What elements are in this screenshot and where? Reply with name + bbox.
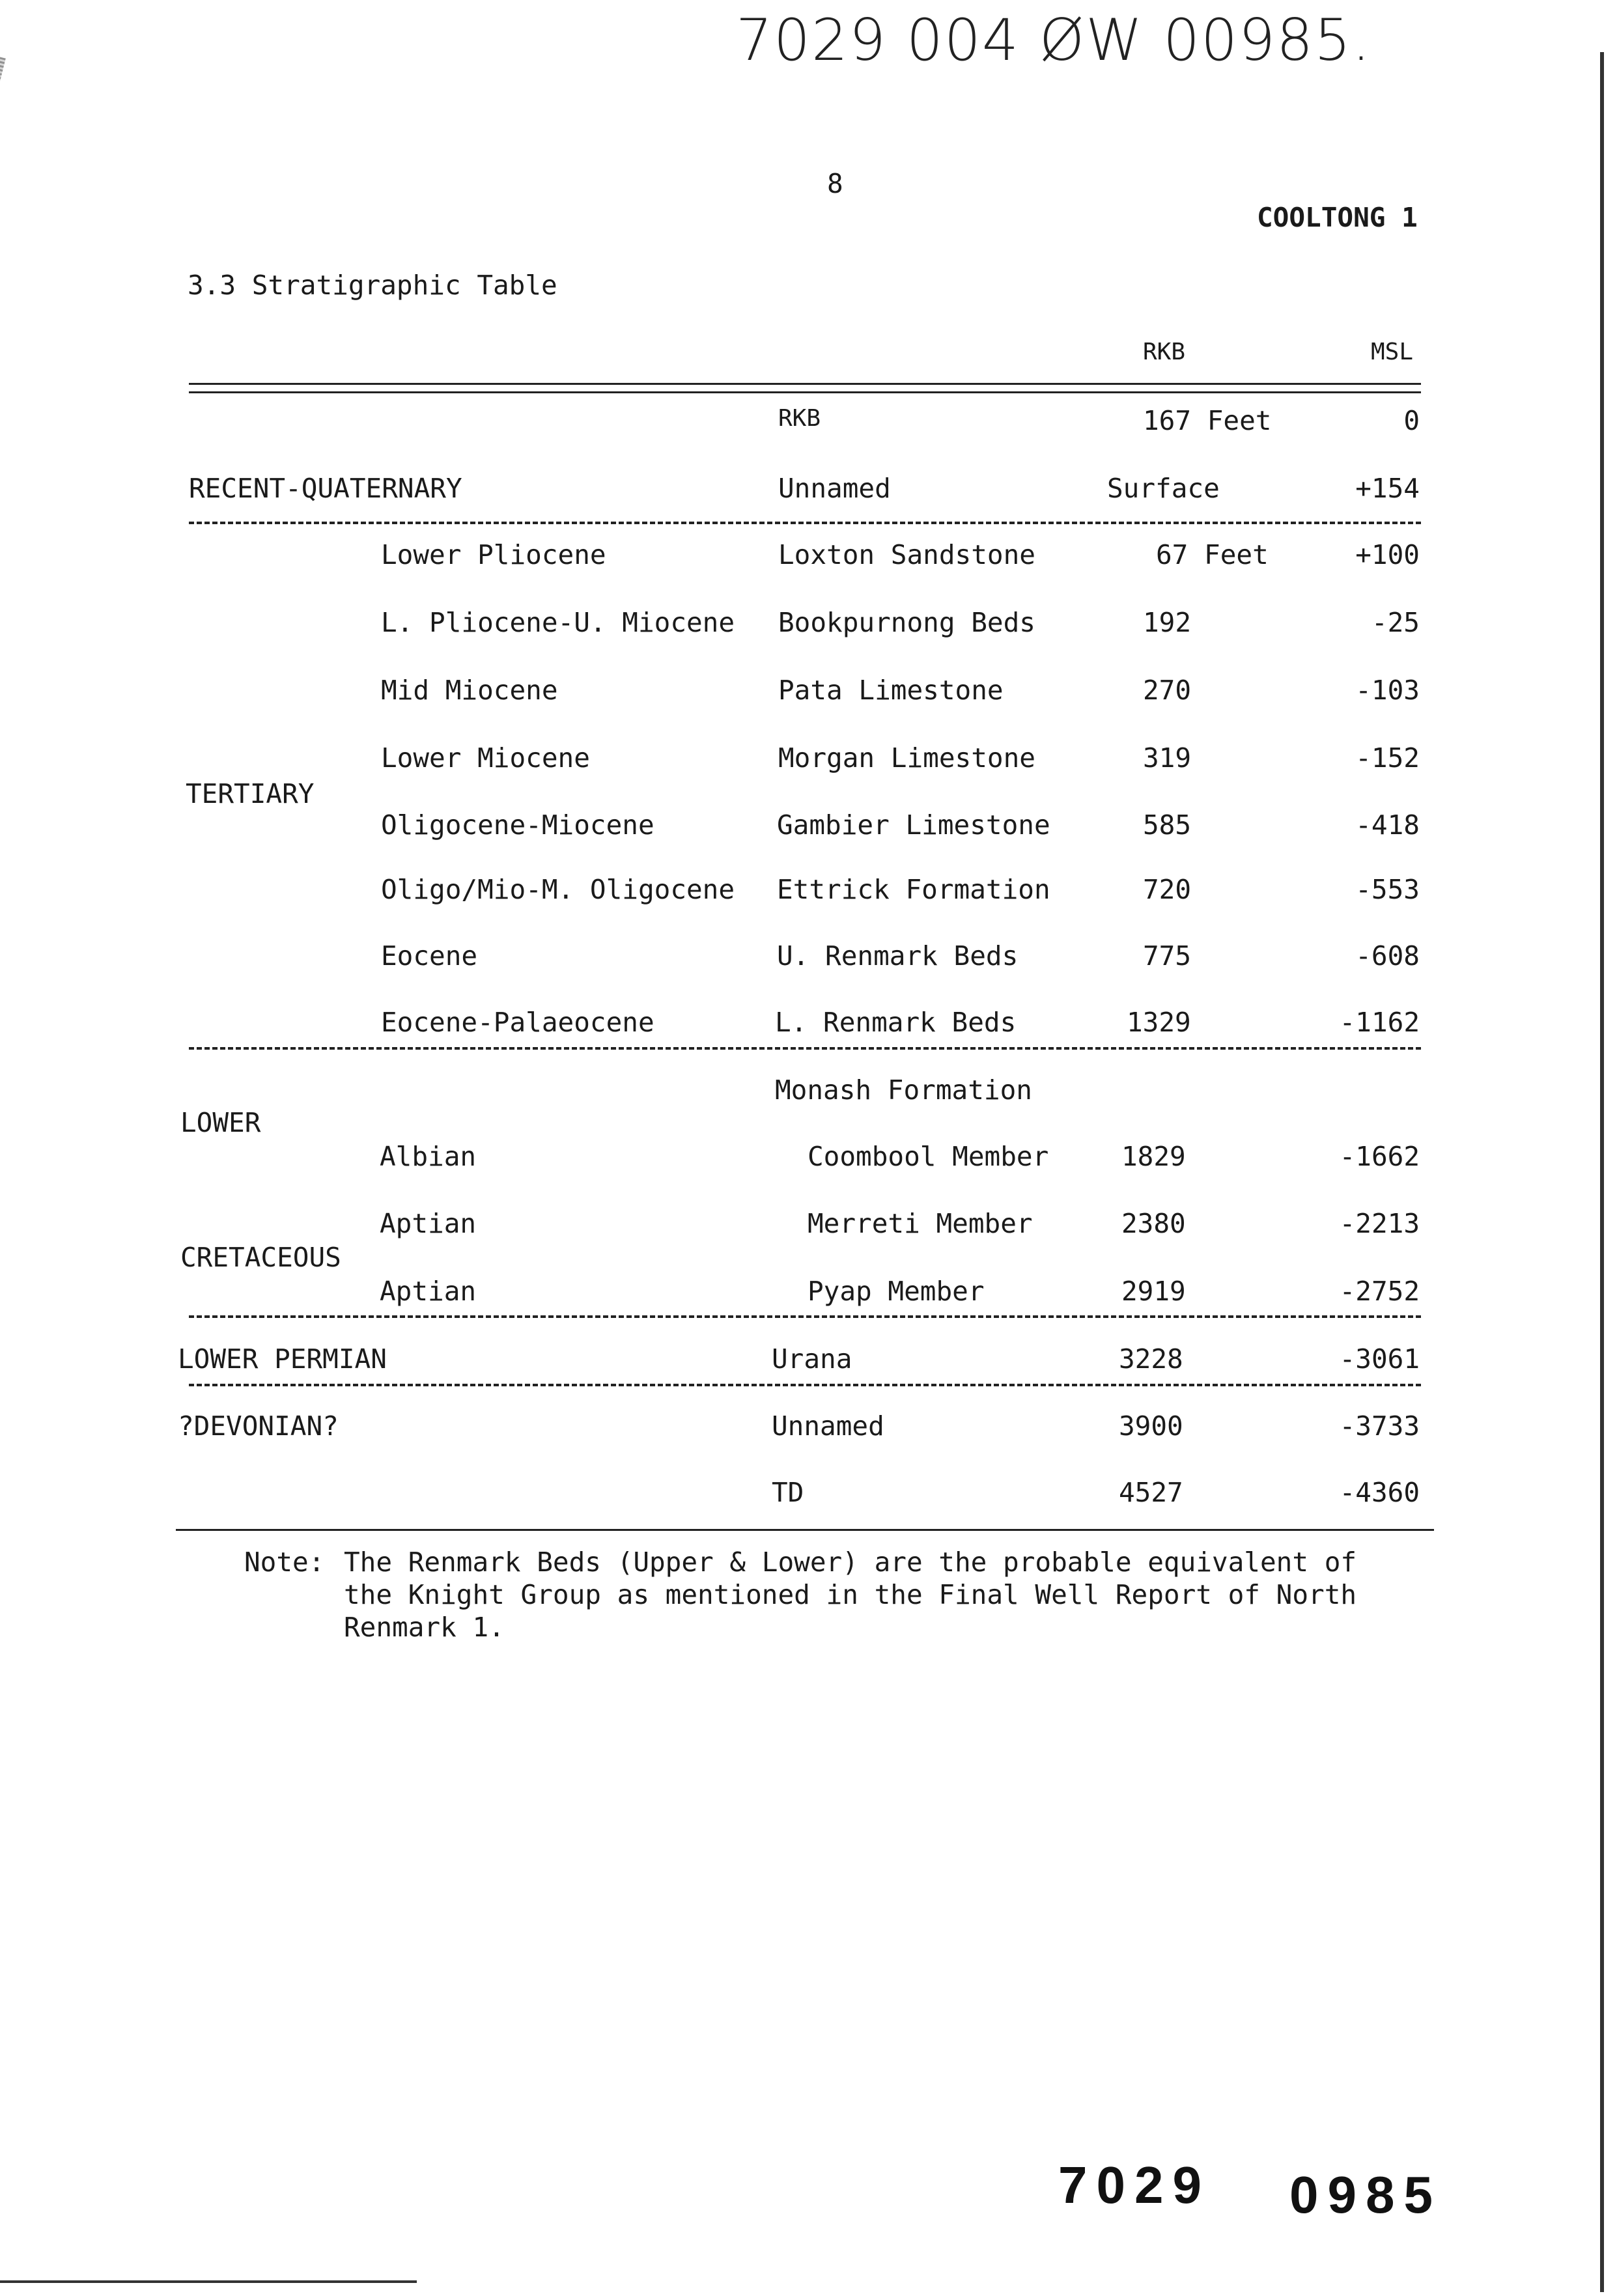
note-line: the Knight Group as mentioned in the Final Well Report of North <box>344 1579 1357 1610</box>
era-lower: LOWER <box>180 1107 261 1138</box>
scan-edge-artifact <box>0 52 6 450</box>
table-cell-msl: -152 <box>1355 742 1420 774</box>
table-cell-formation: Ettrick Formation <box>777 874 1050 905</box>
table-cell-msl: +154 <box>1355 473 1420 504</box>
table-cell-rkb: 4527 <box>1119 1477 1183 1508</box>
table-cell-epoch: Eocene-Palaeocene <box>381 1007 654 1038</box>
table-cell-epoch: Albian <box>380 1141 477 1172</box>
table-cell-rkb: 3228 <box>1119 1343 1183 1375</box>
page-number: 8 <box>827 168 843 199</box>
table-cell-msl: -608 <box>1355 940 1420 972</box>
note-line: The Renmark Beds (Upper & Lower) are the probable equivalent of <box>344 1547 1357 1578</box>
table-cell-formation: Urana <box>772 1343 852 1375</box>
table-cell-formation: L. Renmark Beds <box>775 1007 1017 1038</box>
era-cretaceous: CRETACEOUS <box>180 1242 341 1273</box>
table-cell-epoch: Aptian <box>380 1276 477 1307</box>
table-cell-rkb: 1329 <box>1127 1007 1191 1038</box>
table-cell-rkb: 2919 <box>1121 1276 1186 1307</box>
well-name: COOLTONG 1 <box>1257 202 1418 233</box>
table-cell-formation: Pyap Member <box>808 1276 985 1307</box>
table-cell-epoch: L. Pliocene-U. Miocene <box>381 607 735 638</box>
note-line: Renmark 1. <box>344 1612 505 1643</box>
note-label: Note: <box>244 1547 325 1578</box>
table-cell-formation: TD <box>772 1477 804 1508</box>
table-cell-epoch: Oligo/Mio-M. Oligocene <box>381 874 735 905</box>
rule-after-quaternary <box>189 522 1421 524</box>
table-cell-rkb: 585 <box>1143 809 1192 841</box>
table-cell-epoch: Eocene <box>381 940 478 972</box>
table-cell-rkb: 720 <box>1143 874 1192 905</box>
table-cell-msl: +100 <box>1355 539 1420 570</box>
rule-after-tertiary <box>189 1047 1421 1050</box>
column-header-msl: MSL <box>1371 339 1414 365</box>
table-cell-msl: -1662 <box>1339 1141 1420 1172</box>
table-cell-msl: 0 <box>1403 405 1420 436</box>
table-cell-msl: -418 <box>1355 809 1420 841</box>
table-cell-epoch: Oligocene-Miocene <box>381 809 654 841</box>
table-cell-formation: Loxton Sandstone <box>778 539 1035 570</box>
rule-after-permian <box>189 1384 1421 1386</box>
table-cell-epoch: Aptian <box>380 1208 477 1239</box>
table-cell-msl: -103 <box>1355 675 1420 706</box>
table-cell-rkb: 67 Feet <box>1156 539 1269 570</box>
table-cell-msl: -1162 <box>1339 1007 1420 1038</box>
table-bottom-rule <box>176 1529 1434 1531</box>
table-cell-msl: -2213 <box>1339 1208 1420 1239</box>
bottom-edge-line <box>0 2280 417 2283</box>
table-cell-epoch: Lower Pliocene <box>381 539 606 570</box>
document-stamp-right: 0985 <box>1289 2166 1442 2224</box>
handwritten-reference: 7029 004 ØW 00985. <box>736 7 1372 74</box>
section-title: 3.3 Stratigraphic Table <box>188 270 557 301</box>
table-cell-msl: -3733 <box>1339 1410 1420 1442</box>
era-tertiary: TERTIARY <box>186 778 315 809</box>
table-cell-msl: -553 <box>1355 874 1420 905</box>
table-cell-rkb: 3900 <box>1119 1410 1183 1442</box>
document-stamp-left: 7029 <box>1058 2156 1211 2214</box>
table-cell-msl: -2752 <box>1339 1276 1420 1307</box>
table-cell-formation: Unnamed <box>778 473 891 504</box>
table-cell-formation: Gambier Limestone <box>777 809 1050 841</box>
table-cell-msl: -4360 <box>1339 1477 1420 1508</box>
era-recent-quaternary: RECENT-QUATERNARY <box>189 473 462 504</box>
table-cell-formation: Monash Formation <box>775 1074 1032 1106</box>
header-double-rule <box>189 383 1421 393</box>
table-cell-formation: Morgan Limestone <box>778 742 1035 774</box>
table-cell-rkb: 319 <box>1143 742 1192 774</box>
rule-after-cretaceous <box>189 1315 1421 1318</box>
table-cell-rkb: Surface <box>1107 473 1220 504</box>
table-cell-epoch: Lower Miocene <box>381 742 590 774</box>
table-cell-rkb: 2380 <box>1121 1208 1186 1239</box>
column-header-rkb: RKB <box>1143 339 1186 365</box>
table-cell-rkb: 775 <box>1143 940 1192 972</box>
table-cell-msl: -25 <box>1371 607 1420 638</box>
table-cell-rkb: 1829 <box>1121 1141 1186 1172</box>
table-cell-epoch: Mid Miocene <box>381 675 558 706</box>
table-cell-formation: Bookpurnong Beds <box>778 607 1035 638</box>
table-cell-formation: U. Renmark Beds <box>777 940 1019 972</box>
table-cell-formation: RKB <box>778 405 821 432</box>
page-edge-line <box>1600 52 1604 2292</box>
table-cell-formation: Merreti Member <box>808 1208 1033 1239</box>
table-cell-rkb: 270 <box>1143 675 1192 706</box>
table-cell-formation: Unnamed <box>772 1410 884 1442</box>
table-cell-rkb: 192 <box>1143 607 1192 638</box>
table-cell-formation: Coombool Member <box>808 1141 1049 1172</box>
table-cell-formation: Pata Limestone <box>778 675 1004 706</box>
table-cell-rkb: 167 Feet <box>1143 405 1272 436</box>
era-devonian: ?DEVONIAN? <box>178 1410 339 1442</box>
table-cell-msl: -3061 <box>1339 1343 1420 1375</box>
era-lower-permian: LOWER PERMIAN <box>178 1343 387 1375</box>
